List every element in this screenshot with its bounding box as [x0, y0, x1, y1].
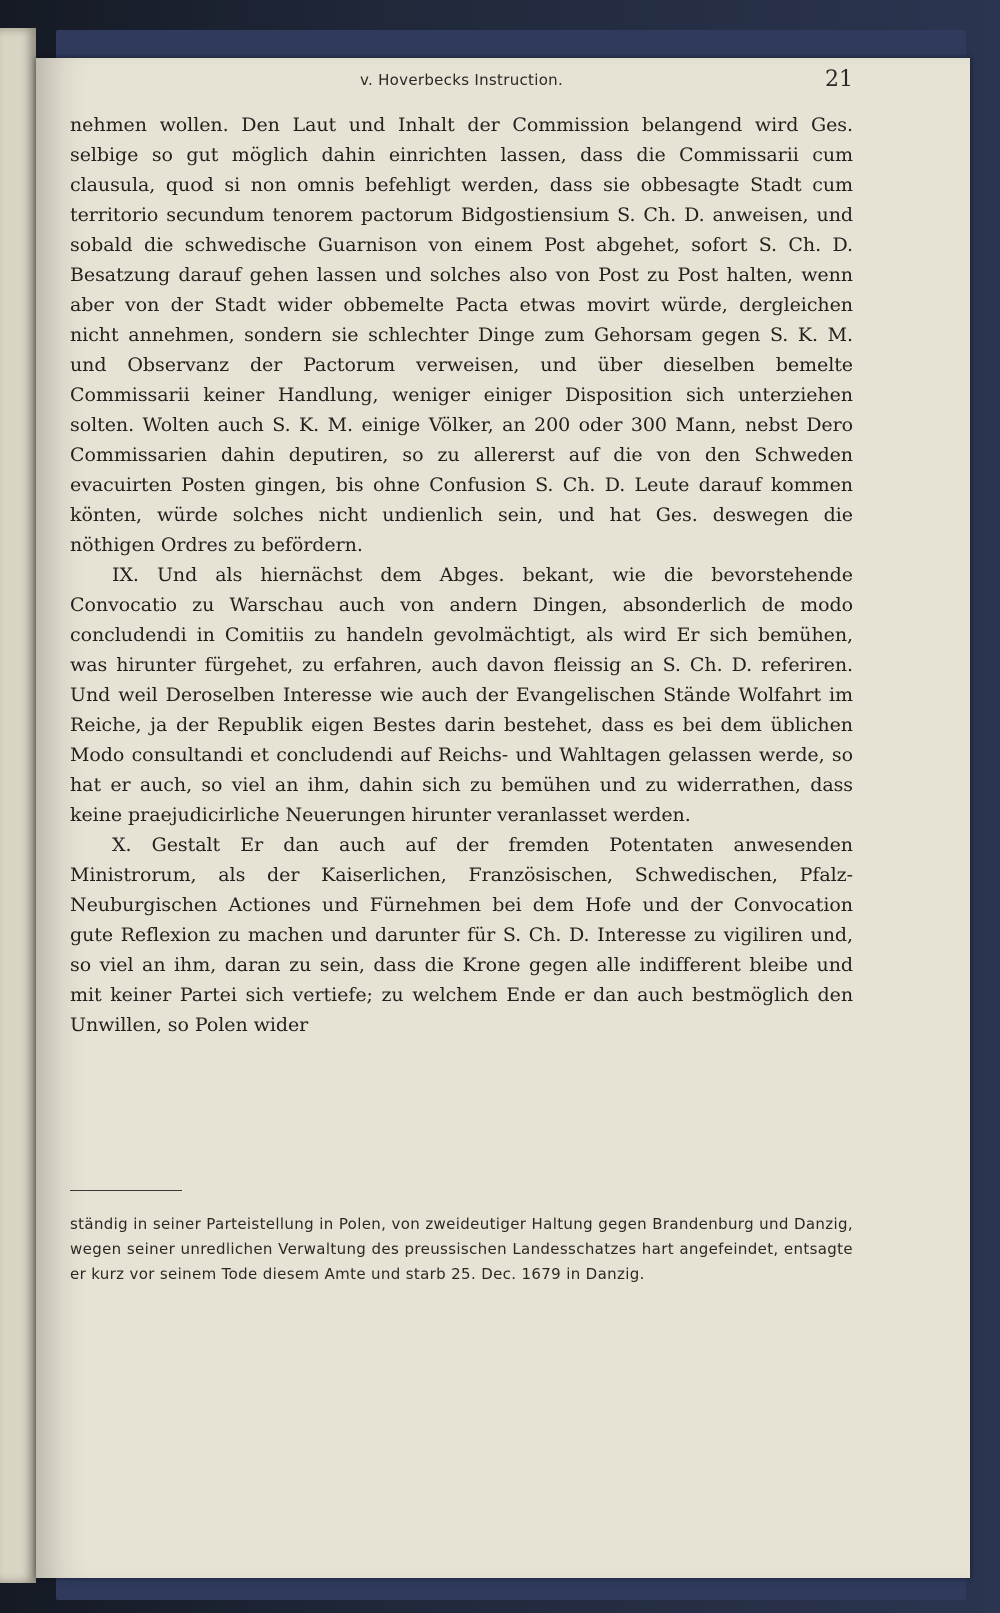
- footnote-divider: [70, 1190, 182, 1191]
- footnote: ständig in seiner Parteistellung in Polen, von zweideutiger Haltung gegen Brandenburg und Danzig, wegen seiner unredlichen Verwaltung des preussischen Landesschatzes hart angefeindet, entsagte er kurz vor seinem Tode diesem Amte und starb 25. Dec. 1679 in Danzig.: [70, 1215, 853, 1283]
- body-text: [70, 110, 853, 1040]
- paragraph-x: X. Gestalt Er dan auch auf der fremden Potentaten anwesenden Ministrorum, als der Kaiserlichen, Französischen, Schwedischen, Pfalz-Neuburgischen Actiones und Fürnehmen bei dem Hofe und der Convocation gute Reflexion zu machen und darunter für S. Ch. D. Interesse zu vigiliren und, so viel an ihm, daran zu sein, dass die Krone gegen alle indifferent bleibe und mit keiner Partei sich vertiefe; zu welchem Ende er dan auch bestmöglich den Unwillen, so Polen wider: [70, 834, 853, 1036]
- paragraph-continuation: nehmen wollen. Den Laut und Inhalt der Commission belangend wird Ges. selbige so gut möglich dahin einrichten lassen, dass die Commissarii cum clausula, quod si non omnis befehligt werden, dass sie obbesagte Stadt cum territorio secundum tenorem pactorum Bidgostiensium S. Ch. D. anweisen, und sobald die schwedische Guarnison von einem Post abgehet, sofort S. Ch. D. Besatzung darauf gehen lassen und solches also von Post zu Post halten, wenn aber von der Stadt wider obbemelte Pacta etwas movirt würde, dergleichen nicht annehmen, sondern sie schlechter Dinge zum Gehorsam gegen S. K. M. und Observanz der Pactorum verweisen, und über dieselben bemelte Commissarii keiner Handlung, weniger einiger Disposition sich unterziehen solten. Wolten auch S. K. M. einige Völker, an 200 oder 300 Mann, nebst Dero Commissarien dahin deputiren, so zu allererst auf die von den Schweden evacuirten Posten gingen, bis ohne Confusion S. Ch. D. Leute darauf kommen könten, würde solches nicht undienlich sein, und hat Ges. deswegen die nöthigen Ordres zu befördern.: [70, 114, 853, 556]
- page-header: [70, 67, 853, 99]
- page-number: 21: [825, 67, 853, 92]
- running-title: v. Hoverbecks Instruction.: [359, 71, 564, 89]
- facing-page-edge: [0, 28, 36, 1583]
- paragraph-ix: IX. Und als hiernächst dem Abges. bekant, wie die bevorstehende Convocatio zu Warschau auch von andern Dingen, absonderlich de modo concludendi in Comitiis zu handeln gevolmächtigt, als wird Er sich bemühen, was hirunter fürgehet, zu erfahren, auch davon fleissig an S. Ch. D. referiren. Und weil Deroselben Interesse wie auch der Evangelischen Stände Wolfahrt im Reiche, ja der Republik eigen Bestes darin bestehet, dass es bei dem üblichen Modo consultandi et concludendi auf Reichs- und Wahltagen gelassen werde, so hat er auch, so viel an ihm, dahin sich zu bemühen und zu widerrathen, dass keine praejudicirliche Neuerungen hirunter veranlasset werden.: [70, 564, 853, 826]
